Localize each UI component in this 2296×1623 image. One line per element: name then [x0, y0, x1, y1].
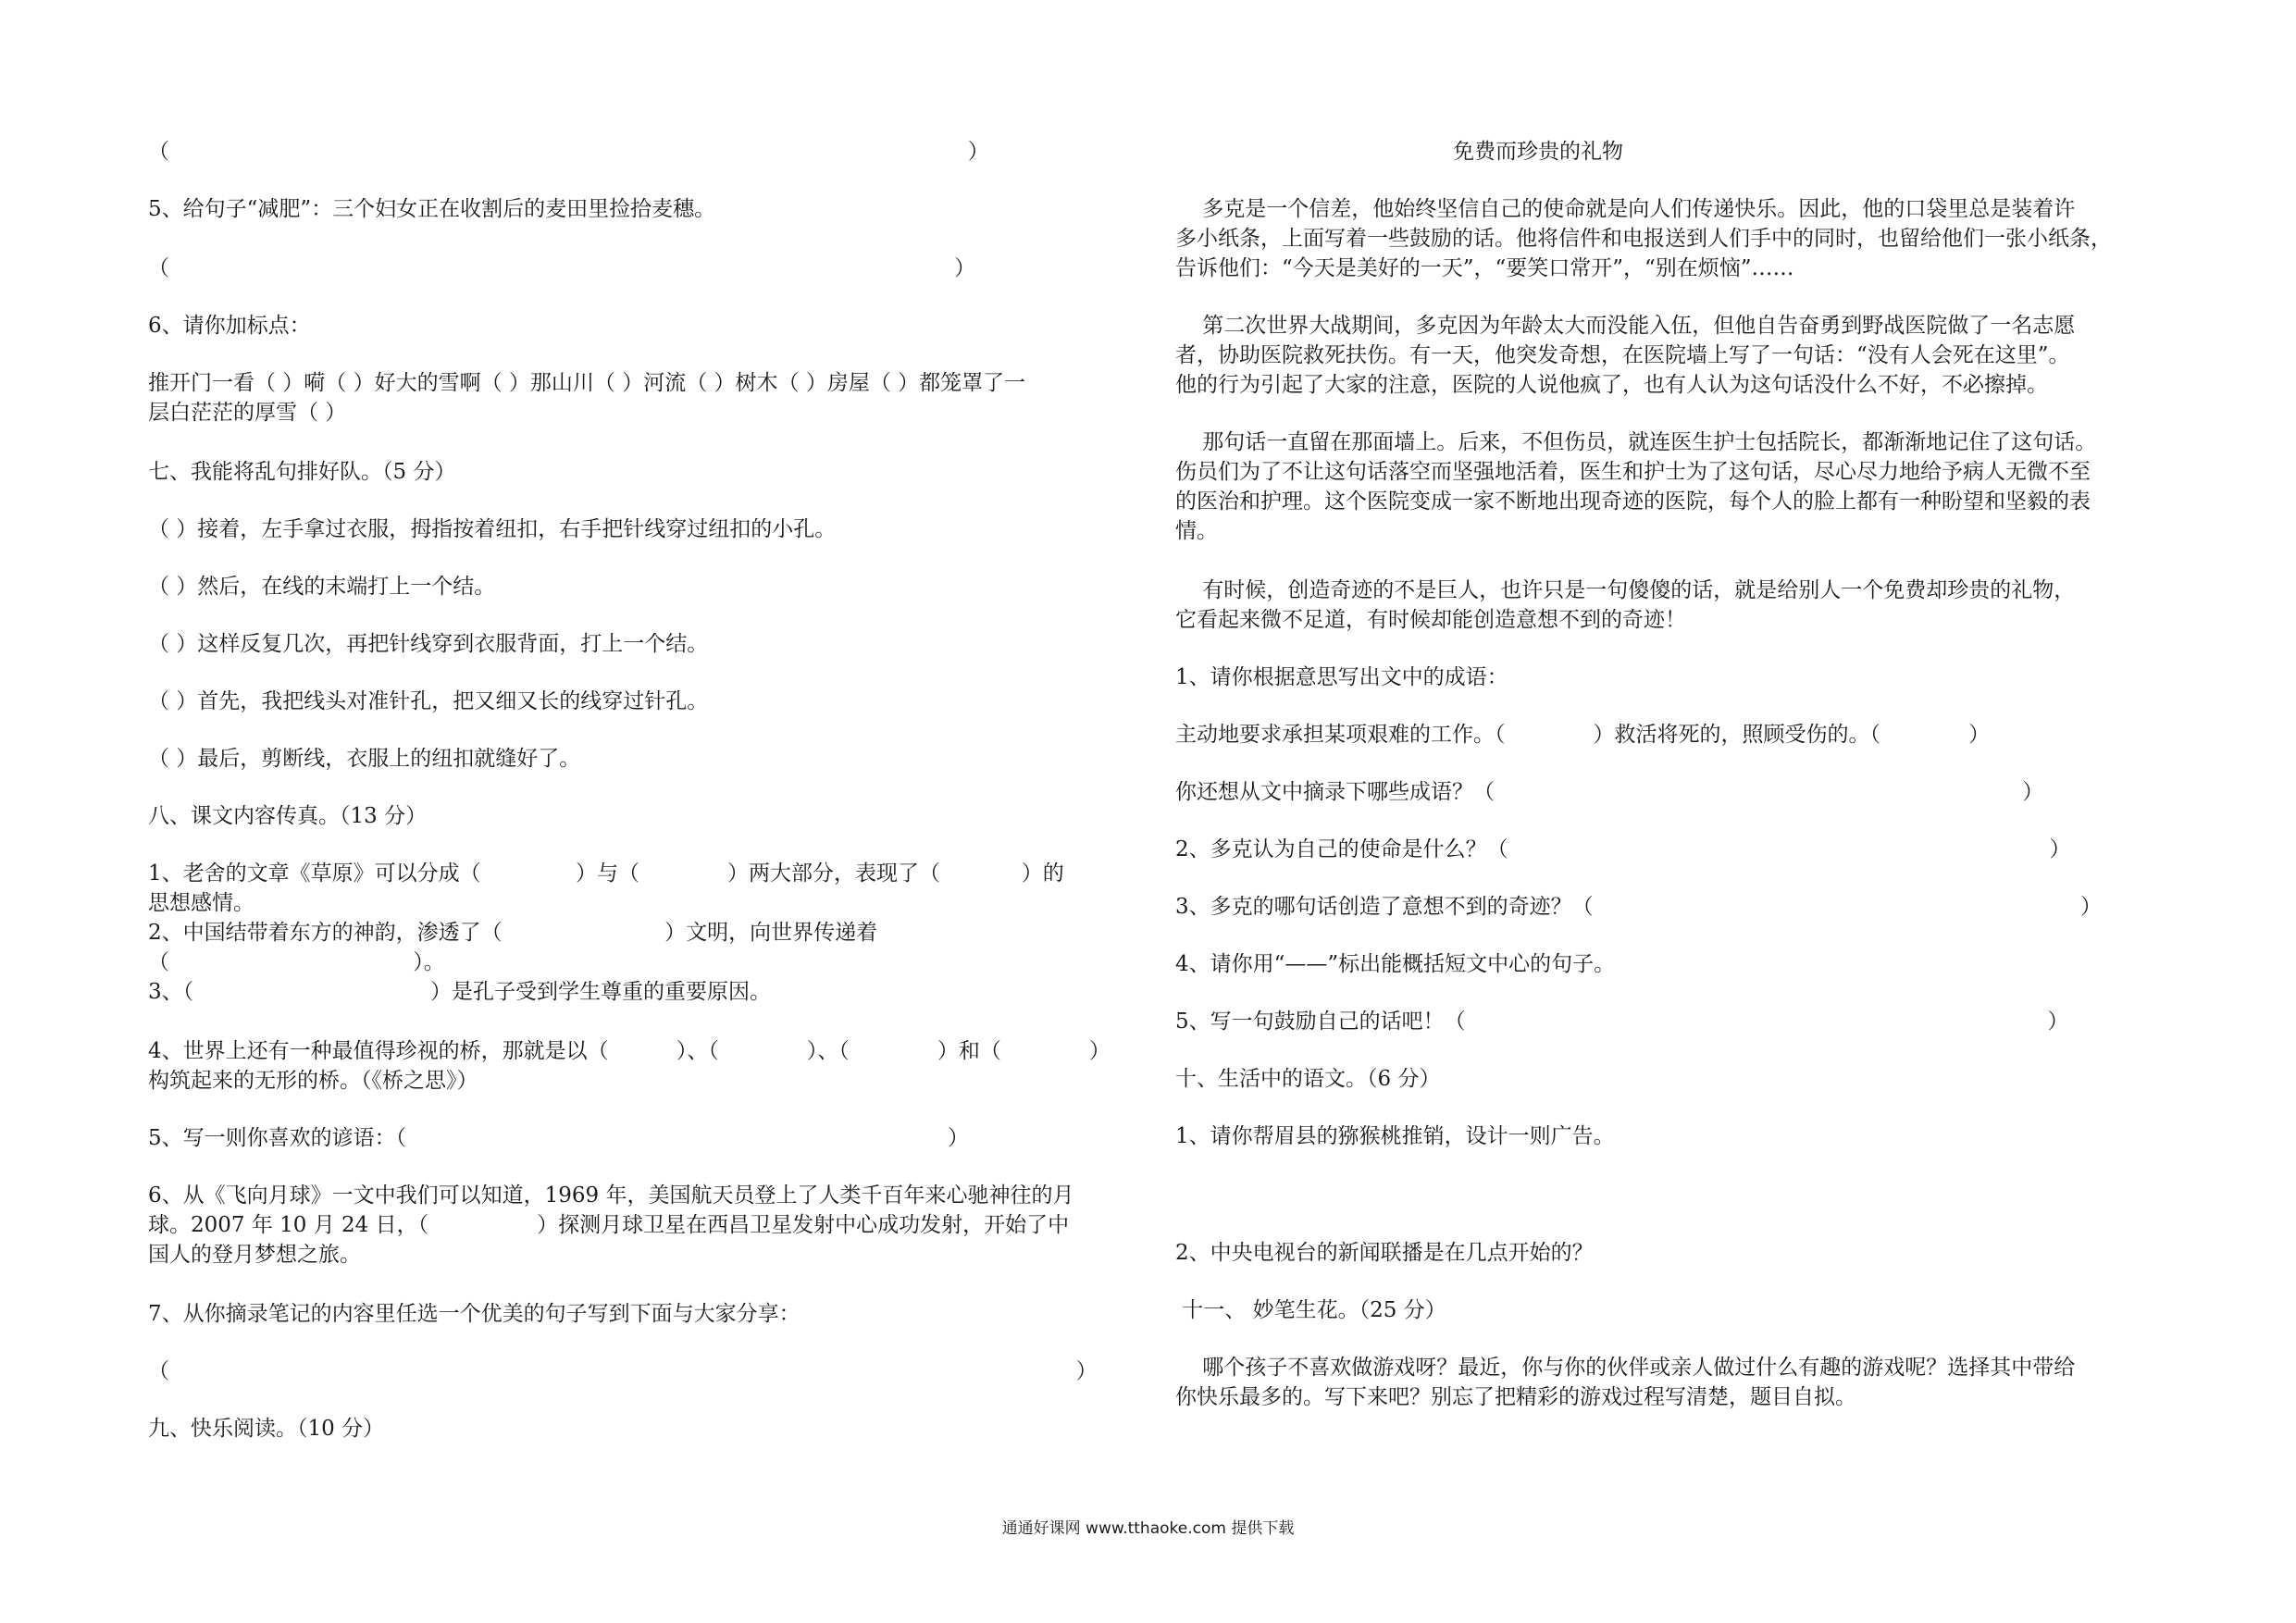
passage-text: 它看起来微不足道，有时候却能创造意想不到的奇迹！ — [1175, 608, 1686, 632]
passage-text: 多小纸条，上面写着一些鼓励的话。他将信件和电报送到人们手中的同时，也留给他们一张小纸条， — [1175, 227, 2112, 251]
question-text: 3、多克的哪句话创造了意想不到的奇迹？（ ） — [1175, 895, 2103, 919]
question-text: 5、写一则你喜欢的谚语：（ ） — [148, 1126, 970, 1150]
passage-text: 他的行为引起了大家的注意，医院的人说他疯了，也有人认为这句话没什么不好，不必擦掉。 — [1175, 373, 2048, 397]
section-10-heading: 十、生活中的语文。（6 分） — [1175, 1067, 1441, 1091]
section-7-heading: 七、我能将乱句排好队。（5 分） — [148, 460, 456, 484]
question-text: 2、中国结带着东方的神韵，渗透了（ ）文明，向世界传递着 — [148, 921, 878, 945]
list-item: （ ）接着，左手拿过衣服，拇指按着纽扣，右手把针线穿过纽扣的小孔。 — [148, 517, 837, 541]
question-text: 构筑起来的无形的桥。（《桥之思》） — [148, 1069, 478, 1093]
passage-text: 哪个孩子不喜欢做游戏呀？最近，你与你的伙伴或亲人做过什么有趣的游戏呢？选择其中带给 — [1175, 1356, 2076, 1380]
question-6: 6、请你加标点： — [148, 314, 311, 338]
question-text: 思想感情。 — [148, 891, 254, 915]
passage-text: 多克是一个信差，他始终坚信自己的使命就是向人们传递快乐。因此，他的口袋里总是装着许 — [1175, 197, 2076, 221]
question-text: 7、从你摘录笔记的内容里任选一个优美的句子写到下面与大家分享： — [148, 1302, 800, 1326]
passage-text: 者，协助医院救死扶伤。有一天，他突发奇想，在医院墙上写了一句话：“没有人会死在这里”。 — [1175, 343, 2070, 367]
passage-text: 告诉他们：“今天是美好的一天”，“要笑口常开”，“别在烦恼”…… — [1175, 256, 1794, 280]
list-item: （ ）最后，剪断线，衣服上的纽扣就缝好了。 — [148, 747, 581, 771]
list-item: （ ）然后，在线的末端打上一个结。 — [148, 575, 496, 599]
passage-text: 有时候，创造奇迹的不是巨人，也许只是一句傻傻的话，就是给别人一个免费却珍贵的礼物， — [1175, 578, 2076, 602]
passage-text: 的医治和护理。这个医院变成一家不断地出现奇迹的医院，每个人的脸上都有一种盼望和坚毅的表 — [1175, 489, 2091, 514]
question-text: 国人的登月梦想之旅。 — [148, 1243, 361, 1267]
question-text: 2、多克认为自己的使命是什么？（ ） — [1175, 837, 2071, 861]
question-text: 4、请你用“——”标出能概括短文中心的句子。 — [1175, 952, 1616, 976]
passage-text: 你快乐最多的。写下来吧？别忘了把精彩的游戏过程写清楚，题目自拟。 — [1175, 1385, 1856, 1409]
question-text: 1、请你帮眉县的猕猴桃推销，设计一则广告。 — [1175, 1124, 1615, 1148]
question-5: 5、给句子“减肥”：三个妇女正在收割后的麦田里捡拾麦穗。 — [148, 197, 716, 221]
question-text: 球。2007 年 10 月 24 日，（ ）探测月球卫星在西昌卫星发射中心成功发射，开始了中 — [148, 1213, 1070, 1237]
question-text: 1、老舍的文章《草原》可以分成（ ）与（ ）两大部分，表现了（ ）的 — [148, 861, 1064, 886]
question-text: 2、中央电视台的新闻联播是在几点开始的？ — [1175, 1241, 1594, 1265]
section-11-heading: 十一、 妙笔生花。（25 分） — [1175, 1298, 1446, 1322]
question-text: 主动地要求承担某项艰难的工作。（ ）救活将死的，照顾受伤的。（ ） — [1175, 723, 1991, 747]
question-text: （ ）。 — [148, 950, 445, 974]
passage-title: 免费而珍贵的礼物 — [1453, 140, 1623, 164]
list-item: （ ）首先，我把线头对准针孔，把又细又长的线穿过针孔。 — [148, 689, 709, 713]
passage-text: 伤员们为了不让这句话落空而坚强地活着，医生和护士为了这句话，尽心尽力地给予病人无微不至 — [1175, 460, 2091, 484]
question-6-text: 推开门一看（ ）嗬（ ）好大的雪啊（ ）那山川（ ）河流（ ）树木（ ）房屋（ ）都笼罩了一 — [148, 371, 1026, 395]
page-footer: 通通好课网 www.tthaoke.com 提供下载 — [1001, 1519, 1295, 1538]
question-text: 6、从《飞向月球》一文中我们可以知道，1969 年，美国航天员登上了人类千百年来心驰神往的月 — [148, 1183, 1074, 1208]
blank-line: （ ） — [148, 140, 989, 164]
passage-text: 那句话一直留在那面墙上。后来，不但伤员，就连医生护士包括院长，都渐渐地记住了这句话。 — [1175, 430, 2097, 454]
list-item: （ ）这样反复几次，再把针线穿到衣服背面，打上一个结。 — [148, 632, 709, 656]
passage-text: 情。 — [1175, 519, 1218, 543]
section-9-heading: 九、快乐阅读。（10 分） — [148, 1417, 385, 1441]
question-text: 你还想从文中摘录下哪些成语？（ ） — [1175, 780, 2044, 804]
question-text: 4、世界上还有一种最值得珍视的桥，那就是以（ ）、（ ）、（ ）和（ ） — [148, 1039, 1111, 1063]
answer-blank: （ ） — [148, 256, 976, 280]
passage-text: 第二次世界大战期间，多克因为年龄太大而没能入伍，但他自告奋勇到野战医院做了一名志愿 — [1175, 314, 2076, 338]
question-text: 1、请你根据意思写出文中的成语： — [1175, 665, 1508, 689]
question-text: 3、（ ）是孔子受到学生尊重的重要原因。 — [148, 980, 772, 1004]
section-8-heading: 八、课文内容传真。（13 分） — [148, 804, 428, 828]
question-text: 5、写一句鼓励自己的话吧！（ ） — [1175, 1010, 2069, 1034]
answer-blank: （ ） — [148, 1359, 1098, 1383]
question-6-text: 层白茫茫的厚雪（ ） — [148, 401, 347, 425]
